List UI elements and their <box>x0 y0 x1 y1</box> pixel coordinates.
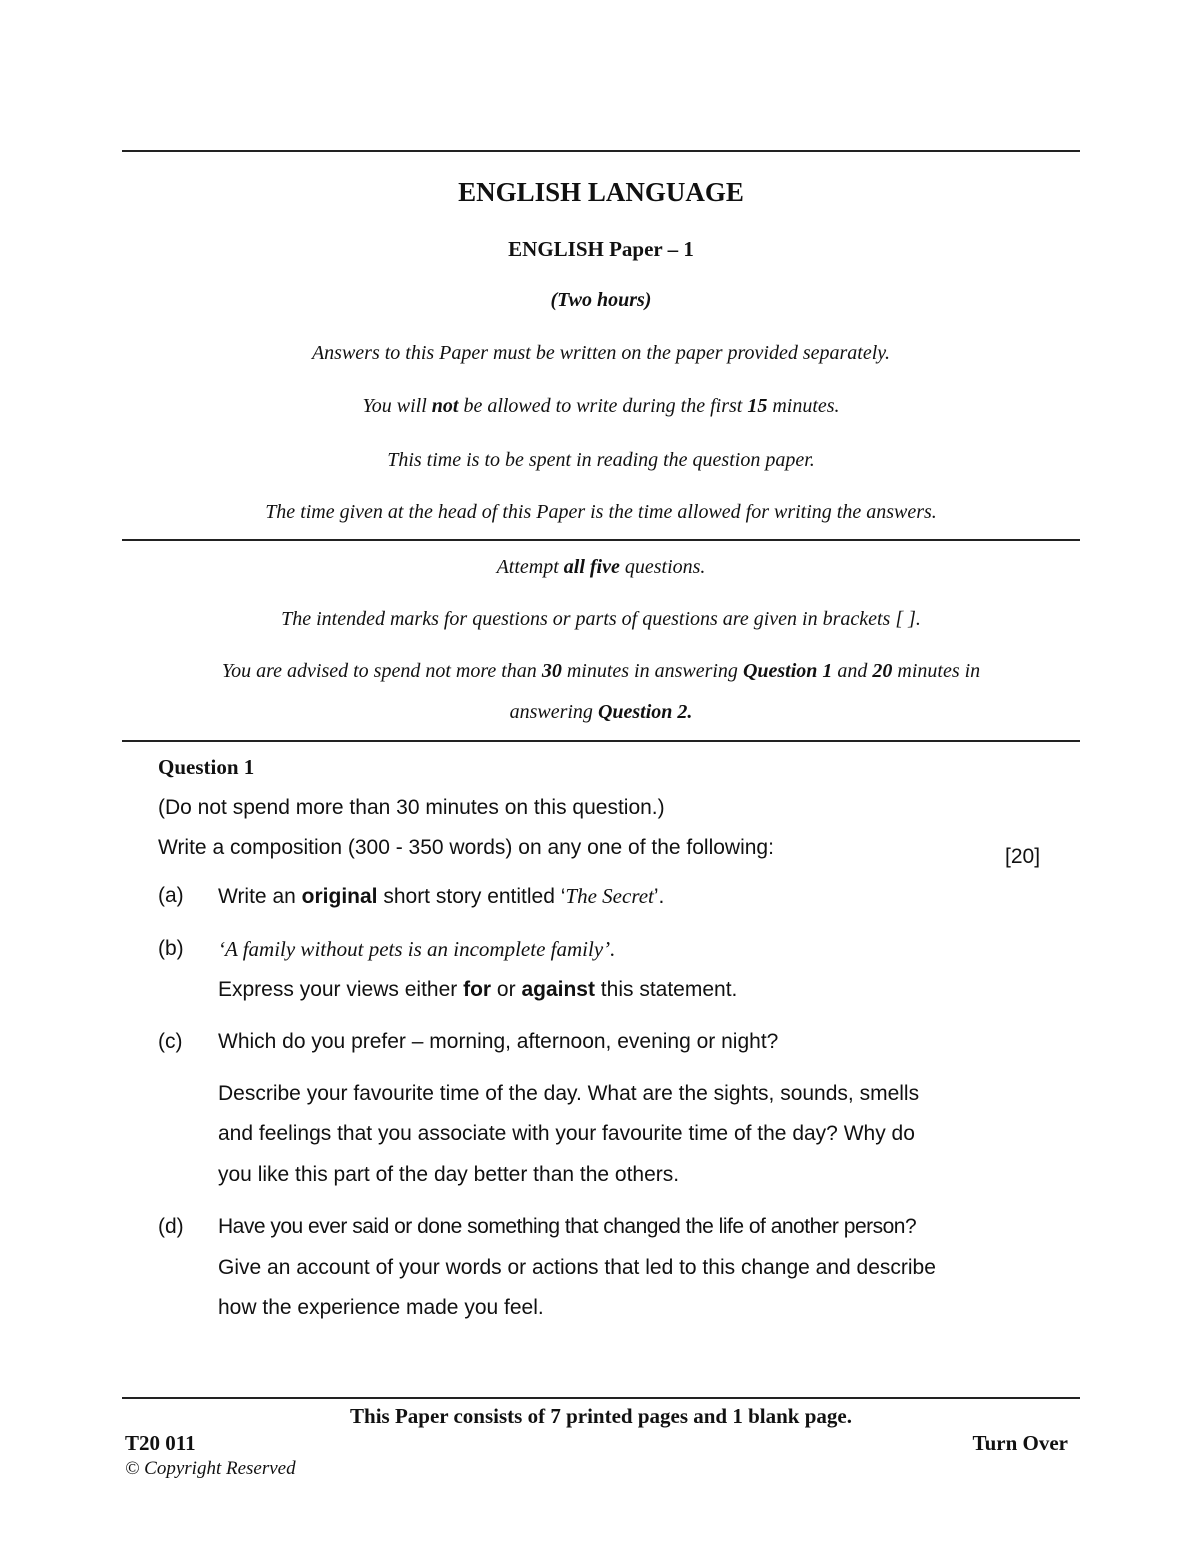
text: Attempt <box>496 556 564 578</box>
text: ’. <box>653 885 665 908</box>
option-c-label: (c) <box>158 1030 183 1053</box>
page-count-note: This Paper consists of 7 printed pages and 1 blank page. <box>350 1404 852 1428</box>
option-b-text <box>218 978 737 1002</box>
text: against <box>521 978 595 1001</box>
option-b-label: (b) <box>158 937 184 960</box>
text: You will <box>362 395 432 417</box>
text: minutes in <box>892 660 981 682</box>
instruction-line-1: Answers to this Paper must be written on the paper provided separately. <box>311 342 891 364</box>
text: answering <box>509 701 598 723</box>
text: Question 2. <box>597 701 693 723</box>
text: 20 <box>872 660 893 682</box>
instruction-line-2 <box>122 395 1080 418</box>
question-1-marks: [20] <box>1005 845 1041 868</box>
instruction-line-4: The time given at the head of this Paper is the time allowed for writing the answers. <box>265 501 937 523</box>
option-c-line-2: Describe your favourite time of the day. What are the sights, sounds, smells <box>218 1082 920 1105</box>
text: questions. <box>619 556 706 578</box>
option-c-line-1: Which do you prefer – morning, afternoon, evening or night? <box>218 1030 779 1053</box>
text: or <box>491 978 522 1001</box>
middle-rule-2 <box>122 740 1080 742</box>
page-title: ENGLISH LANGUAGE <box>458 177 744 207</box>
text: this statement. <box>594 978 738 1001</box>
text: You are advised to spend not more than <box>221 660 542 682</box>
attempt-line <box>122 556 1080 579</box>
option-b-quote: ‘A family without pets is an incomplete family’. <box>218 937 616 961</box>
option-d-line-2: Give an account of your words or actions that led to this change and describe <box>218 1256 936 1279</box>
advice-line-2 <box>122 701 1080 724</box>
question-1-note: (Do not spend more than 30 minutes on this question.) <box>158 796 665 819</box>
option-c-line-3: and feelings that you associate with your favourite time of the day? Why do <box>218 1122 915 1145</box>
text: Question 1 <box>742 660 833 682</box>
paper-code: T20 011 <box>125 1431 196 1455</box>
text: The Secret <box>565 884 654 908</box>
text: short story entitled ‘ <box>377 885 566 908</box>
top-rule <box>122 150 1080 152</box>
advice-line-1 <box>122 660 1080 683</box>
paper-subtitle: ENGLISH Paper – 1 <box>508 237 694 261</box>
text: 30 <box>541 660 562 682</box>
text: Express your views either <box>218 978 464 1001</box>
option-a-text <box>218 884 664 909</box>
option-d-line-1: Have you ever said or done something that changed the life of another person? <box>218 1215 917 1238</box>
text: original <box>301 885 378 908</box>
turn-over: Turn Over <box>972 1431 1068 1455</box>
option-d-label: (d) <box>158 1215 184 1238</box>
question-1-heading: Question 1 <box>158 755 255 779</box>
text: 15 <box>747 395 768 417</box>
question-1-prompt: Write a composition (300 - 350 words) on any one of the following: <box>158 836 774 859</box>
marks-line: The intended marks for questions or parts of questions are given in brackets [ ]. <box>281 608 921 630</box>
option-c-line-4: you like this part of the day better than the others. <box>218 1163 680 1186</box>
text: Write an <box>218 885 302 908</box>
copyright: © Copyright Reserved <box>125 1458 296 1479</box>
option-a-label: (a) <box>158 884 184 907</box>
text: for <box>463 978 492 1001</box>
text: minutes. <box>767 395 840 417</box>
duration: (Two hours) <box>550 289 652 311</box>
text: be allowed to write during the first <box>458 395 748 417</box>
text: minutes in answering <box>561 660 743 682</box>
text: not <box>431 395 459 417</box>
text: and <box>832 660 873 682</box>
option-d-line-3: how the experience made you feel. <box>218 1296 544 1319</box>
text: all five <box>563 556 620 578</box>
middle-rule-1 <box>122 539 1080 541</box>
footer-rule <box>122 1397 1080 1399</box>
instruction-line-3: This time is to be spent in reading the question paper. <box>387 449 815 471</box>
